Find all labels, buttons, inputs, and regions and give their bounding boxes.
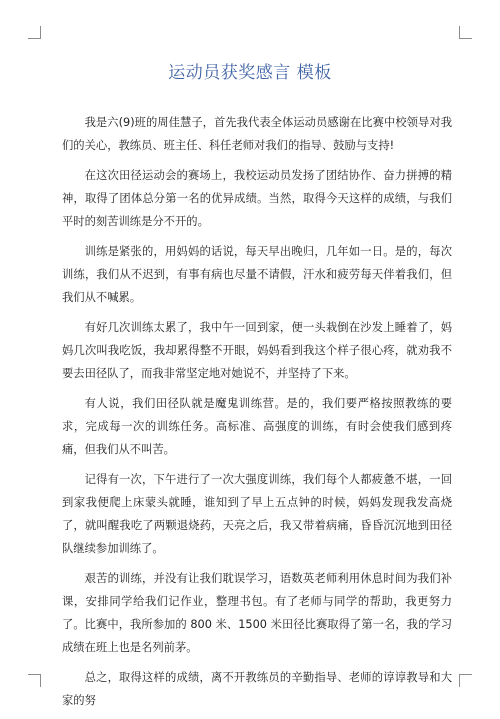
paragraph-8: 总之，取得这样的成绩，离不开教练员的辛勤指导、老师的谆谆教导和大家的努 bbox=[62, 671, 452, 707]
paragraph-2: 在这次田径运动会的赛场上，我校运动员发扬了团结协作、奋力拼搏的精神，取得了团体总分第一名的优异成绩。当然，取得今天这样的成绩，与我们平时的刻苦训练是分不开的。 bbox=[62, 169, 452, 228]
page-corner-mark-bottom-right bbox=[459, 674, 472, 687]
paragraph-3: 训练是紧张的，用妈妈的话说，每天早出晚归，几年如一日。是的，每次训练，我们从不迟到，有事有病也尽量不请假，汗水和疲劳每天伴着我们，但我们从不喊累。 bbox=[62, 245, 452, 304]
paragraph-7: 艰苦的训练，并没有让我们耽误学习，语数英老师利用休息时间为我们补课，安排同学给我们记作业，整理书包。有了老师与同学的帮助，我更努力了。比赛中，我所参加的 800 米、1500 米田径比赛取得了第一名，我的学习成绩在班上也是名列前茅。 bbox=[62, 572, 452, 654]
document-body bbox=[62, 111, 452, 719]
document-title: 运动员获奖感言 模板 bbox=[168, 63, 332, 83]
paragraph-4: 有好几次训练太累了，我中午一回到家，便一头栽倒在沙发上睡着了，妈妈几次叫我吃饭，我却累得整不开眼，妈妈看到我这个样子很心疼，就劝我不要去田径队了，而我非常坚定地对她说不，并坚持了下来。 bbox=[62, 321, 452, 380]
page-corner-mark-top-left bbox=[28, 26, 41, 39]
paragraph-6: 记得有一次，下午进行了一次大强度训练，我们每个人都疲惫不堪，一回到家我便爬上床蒙头就睡，谁知到了早上五点钟的时候，妈妈发现我发高烧了，就叫醒我吃了两颗退烧药，天亮之后，我又带着病痛，昏昏沉沉地到田径队继续参加训练了。 bbox=[62, 473, 452, 555]
paragraph-1: 我是六(9)班的周佳慧子，首先我代表全体运动员感谢在比赛中校领导对我们的关心，教练员、班主任、科任老师对我们的指导、鼓励与支持! bbox=[62, 116, 452, 152]
paragraph-5: 有人说，我们田径队就是魔鬼训练营。是的，我们要严格按照教练的要求，完成每一次的训练任务。高标准、高强度的训练，有时会使我们感到疼痛，但我们从不叫苦。 bbox=[62, 397, 452, 456]
page-corner-mark-bottom-left bbox=[28, 674, 41, 687]
page-corner-mark-top-right bbox=[459, 26, 472, 39]
